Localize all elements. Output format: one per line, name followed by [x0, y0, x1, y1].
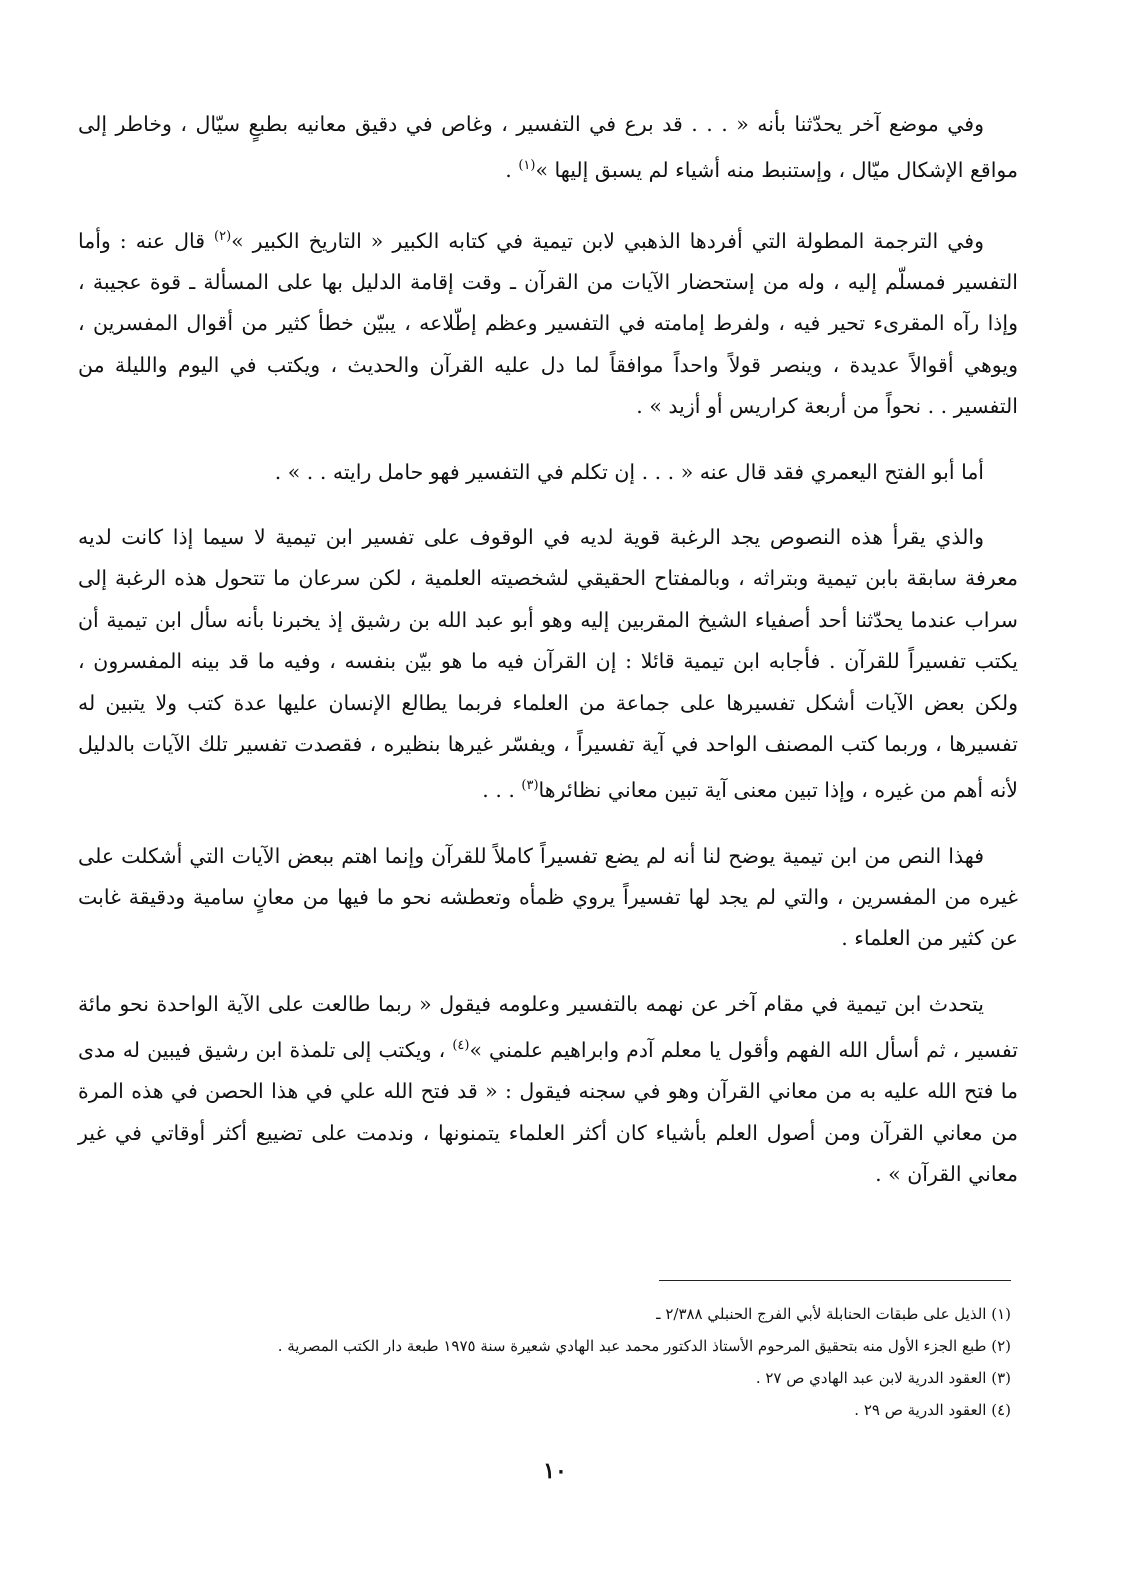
paragraph-3-text: أما أبو الفتح اليعمري فقد قال عنه « . . . إن تكلم في التفسير فهو حامل رايته . . » . — [274, 459, 984, 484]
paragraph-2-text: وفي الترجمة المطولة التي أفردها الذهبي لابن تيمية في كتابه الكبير « التاريخ الكبير » — [231, 228, 984, 253]
footnote-3: (٣) العقود الدرية لابن عبد الهادي ص ٢٧ . — [755, 1369, 1011, 1387]
footnote-4: (٤) العقود الدرية ص ٢٩ . — [854, 1401, 1011, 1419]
footnote-1: (١) الذيل على طبقات الحنابلة لأبي الفرج الحنبلي ٢/٣٨٨ ـ — [656, 1305, 1011, 1323]
footnote-2: (٢) طبع الجزء الأول منه بتحقيق المرحوم الأستاذ الدكتور محمد عبد الهادي شعيرة سنة ١٩٧٥ طبعة دار الكتب المصرية . — [277, 1337, 1011, 1355]
page-number: ١٠ — [543, 1458, 567, 1484]
paragraph-1 — [78, 104, 1018, 192]
paragraph-2 — [78, 216, 1018, 428]
paragraph-1-tail: . — [505, 158, 519, 183]
footnote-separator — [659, 1280, 1011, 1281]
paragraph-1-text: وفي موضع آخر يحدّثنا بأنه « . . . قد برع في التفسير ، وغاص في دقيق معانيه بطبعٍ سيّال ، وخاطر إلى مواقع الإشكال ميّال ، وإستنبط منه أشياء لم يسبق إليها » — [78, 112, 1018, 183]
footnote-ref-1[interactable]: (١) — [518, 158, 536, 174]
paragraph-5-text: فهذا النص من ابن تيمية يوضح لنا أنه لم يضع تفسيراً كاملاً للقرآن وإنما اهتم ببعض الآيات التي أشكلت على غيره من المفسرين ، والتي لم يجد لها تفسيراً يروي ظمأه وتعطشه نحو ما فيها من معانٍ سامية ودقيقة غابت عن كثير من العلماء . — [78, 843, 1018, 951]
paragraph-2-tail: قال عنه : وأما التفسير فمسلّم إليه ، وله من إستحضار الآيات من القرآن ـ وقت إقامة الدليل بها على المسألة ـ قوة عجيبة ، وإذا رآه المقرىء تحير فيه ، ولفرط إمامته في التفسير وعظم إطّلاعه ، يبيّن خطأ كثير من أقوال المفسرين ، ويوهي أقوالاً عديدة ، وينصر قولاً واحداً موافقاً لما دل عليه القرآن والحديث ، ويكتب في اليوم والليلة من التفسير . . نحواً من أربعة كراريس أو أزيد » . — [78, 228, 1018, 419]
footnote-ref-4[interactable]: (٤) — [452, 1038, 470, 1054]
paragraph-4 — [78, 517, 1018, 812]
paragraph-4-tail: . . . — [482, 778, 522, 803]
paragraph-6 — [78, 984, 1018, 1196]
footnotes — [81, 1298, 1011, 1426]
paragraph-4-text: والذي يقرأ هذه النصوص يجد الرغبة قوية لديه في الوقوف على تفسير ابن تيمية لا سيما إذا كانت لديه معرفة سابقة بابن تيمية وبتراثه ، وبالمفتاح الحقيقي لشخصيته العلمية ، لكن سرعان ما تتحول هذه الرغبة إلى سراب عندما يحدّثنا أحد أصفياء الشيخ المقربين إليه وهو أبو عبد الله بن رشيق إذ يخبرنا بأنه سأل ابن تيمية أن يكتب تفسيراً للقرآن . فأجابه ابن تيمية قائلا : إن القرآن فيه ما هو بيّن بنفسه ، وفيه ما قد بينه المفسرون ، ولكن بعض الآيات أشكل تفسيرها على جماعة من العلماء فربما يطالع الإنسان عليها عدة كتب ولا يتبين له تفسيرها ، وربما كتب المصنف الواحد في آية تفسيراً ، ويفسّر غيرها بنظيره ، فقصدت تفسير تلك الآيات بالدليل لأنه أهم من غيره ، وإذا تبين معنى آية تبين معاني نظائرها — [78, 524, 1018, 803]
paragraph-5 — [78, 836, 1018, 960]
main-text — [78, 104, 1018, 1196]
paragraph-6-tail: ، ويكتب إلى تلمذة ابن رشيق فيبين له مدى ما فتح الله عليه به من معاني القرآن وهو في سجنه فيقول : « قد فتح الله علي في هذا الحصن في هذه المرة من معاني القرآن ومن أصول العلم بأشياء كان أكثر العلماء يتمنونها ، وندمت على تضييع أكثر أوقاتي في غير معاني القرآن » . — [78, 1038, 1018, 1187]
paragraph-3 — [78, 452, 1018, 493]
paragraph-6-text: يتحدث ابن تيمية في مقام آخر عن نهمه بالتفسير وعلومه فيقول « ربما طالعت على الآية الواحدة نحو مائة تفسير ، ثم أسأل الله الفهم وأقول يا معلم آدم وابراهيم علمني » — [78, 991, 1018, 1063]
footnote-ref-2[interactable]: (٢) — [214, 228, 232, 244]
footnote-ref-3[interactable]: (٣) — [521, 778, 539, 794]
